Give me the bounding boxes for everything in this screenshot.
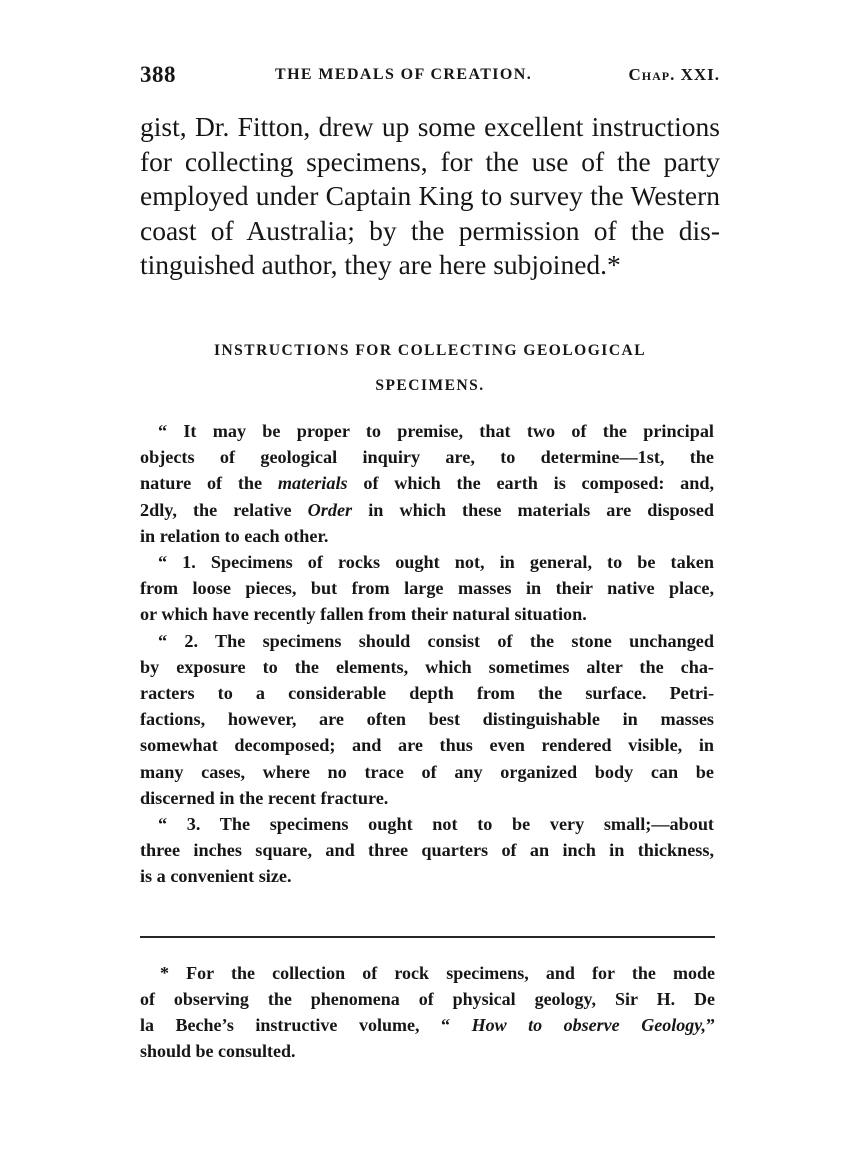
- paragraph-line: somewhat decomposed; and are thus even rendered visible, in: [140, 735, 714, 756]
- paragraph-line: “ 2. The specimens should consist of the stone unchanged: [158, 630, 714, 651]
- intro-line: coast of Australia; by the permission of the dis-: [140, 214, 720, 246]
- paragraph-line: or which have recently fallen from their natural situation.: [140, 604, 587, 625]
- paragraph-line: racters to a considerable depth from the surface. Petri-: [140, 683, 714, 704]
- italic-word: materials: [277, 473, 348, 494]
- section-heading-line: INSTRUCTIONS FOR COLLECTING GEOLOGICAL: [213, 342, 647, 359]
- paragraph-line: factions, however, are often best distinguishable in masses: [140, 709, 714, 730]
- book-title: THE MEDALS OF CREATION.: [275, 66, 533, 83]
- book-title-italic: How to observe Geology,: [471, 1015, 707, 1035]
- footnote-line: should be consulted.: [140, 1041, 296, 1061]
- intro-line: for collecting specimens, for the use of the party: [140, 145, 720, 177]
- page-number: 388: [140, 62, 176, 87]
- instructions-text: [140, 418, 714, 890]
- paragraph-line: objects of geological inquiry are, to determine—1st, the: [140, 447, 714, 468]
- paragraph-line: 2dly, the relative Order in which these materials are disposed: [140, 499, 715, 520]
- paragraph-line: in relation to each other.: [140, 525, 329, 546]
- footnote-line: of observing the phenomena of physical geology, Sir H. De: [140, 989, 715, 1009]
- paragraph-line: many cases, where no trace of any organized body can be: [140, 761, 714, 782]
- paragraph-line: by exposure to the elements, which sometimes alter the cha-: [140, 656, 714, 677]
- section-heading: [140, 333, 720, 403]
- intro-line: gist, Dr. Fitton, drew up some excellent instructions: [140, 111, 720, 142]
- chapter-label: Chap. XXI.: [628, 65, 720, 84]
- paragraph-line: from loose pieces, but from large masses in their native place,: [140, 578, 714, 599]
- intro-paragraph: [140, 110, 720, 283]
- paragraph-line: discerned in the recent fracture.: [140, 787, 389, 808]
- italic-word: Order: [307, 499, 353, 520]
- paragraph-line: is a convenient size.: [140, 866, 292, 887]
- intro-line: employed under Captain King to survey the Western: [140, 180, 720, 211]
- footnote-line: la Beche’s instructive volume, “ How to observe Geology,”: [140, 1015, 716, 1035]
- paragraph-line: “ 3. The specimens ought not to be very small;—about: [158, 814, 714, 835]
- paragraph-line: nature of the materials of which the earth is composed: and,: [140, 473, 714, 494]
- paragraph-line: three inches square, and three quarters of an inch in thickness,: [140, 840, 714, 861]
- paragraph-line: “ It may be proper to premise, that two of the principal: [158, 421, 714, 441]
- footnote-line: * For the collection of rock specimens, and for the mode: [160, 963, 715, 983]
- section-heading-line: SPECIMENS.: [375, 377, 485, 394]
- paragraph-line: “ 1. Specimens of rocks ought not, in general, to be taken: [158, 552, 714, 573]
- footnote-divider: [140, 936, 715, 938]
- intro-line: tinguished author, they are here subjoined.*: [140, 249, 621, 280]
- running-head: [140, 62, 720, 90]
- footnote: [140, 960, 715, 1064]
